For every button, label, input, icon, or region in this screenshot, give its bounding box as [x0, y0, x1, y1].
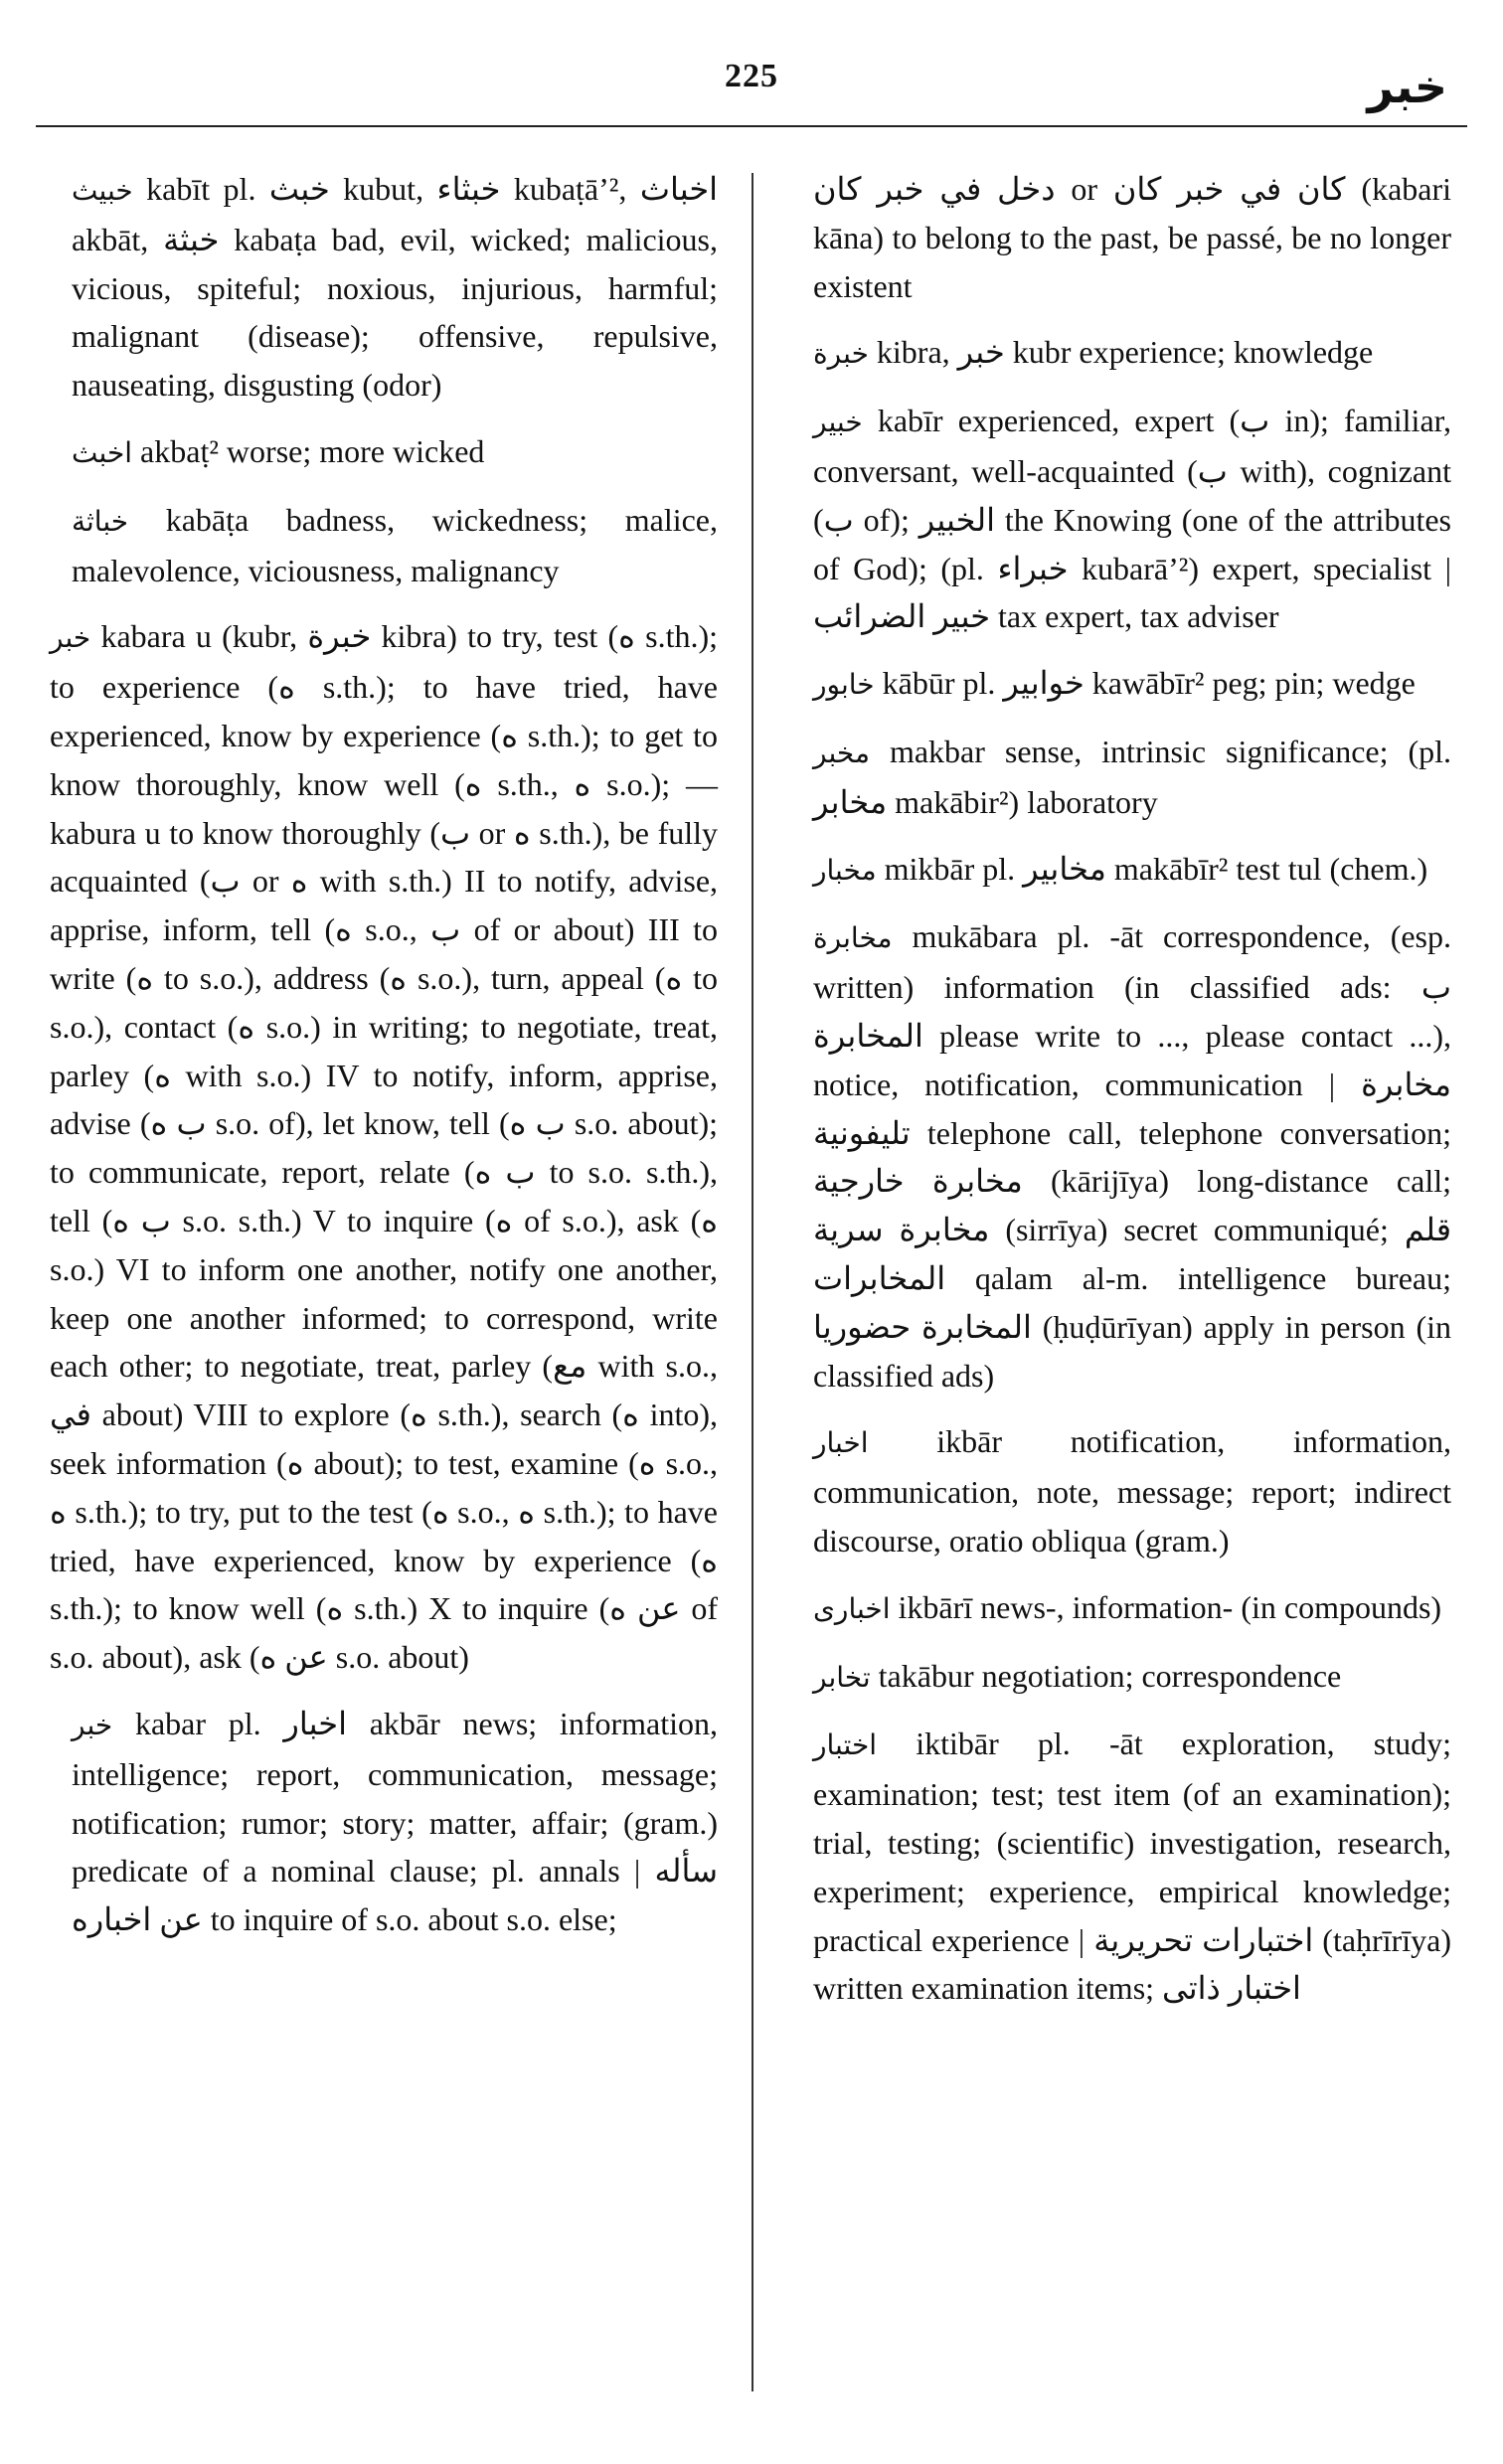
dictionary-entry [813, 1583, 1451, 1634]
dictionary-entry [813, 1720, 1451, 2013]
entry-text: kabar pl. اخبار akbār news; information, intelligence; report, communication, message; notification; rumor; story; matter, affair; (gram.) predicate of a nominal clause; pl. annals | سأله عن اخباره to inquire of s.o. about s.o. else; [72, 1705, 718, 1938]
page-number: 225 [725, 58, 778, 94]
dictionary-entry [813, 728, 1451, 827]
arabic-headword: اخبارى [813, 1591, 891, 1625]
arabic-headword: خبرة [813, 337, 869, 371]
dictionary-entry [72, 496, 718, 595]
arabic-root: خبر [50, 621, 91, 655]
entry-text: ikbārī news-, information- (in compounds) [898, 1588, 1442, 1625]
entry-text: iktibār pl. -āt exploration, study; examination; test; test item (of an examination); trial, testing; (scientific) investigation, research, experiment; experience, empirical knowledge; practical experience | اختبارات تحريرية (taḥrīrīya) written examination items; اختبار ذاتى [813, 1725, 1452, 2007]
entry-text: takābur negotiation; correspondence [878, 1657, 1342, 1694]
running-head: خبر [1367, 60, 1447, 113]
arabic-headword: اخبث [72, 435, 133, 469]
entry-text: ikbār notification, information, communication, note, message; report; indirect discourse, oratio obliqua (gram.) [813, 1423, 1451, 1559]
arabic-headword: خباثة [72, 504, 129, 538]
entry-text: kabara u (kubr, خبرة kibra) to try, test (ه s.th.); to experience (ه s.th.); to have tried, have experienced, know by experience (ه s.th.); to get to know thoroughly, know well (ه s.th., ه s.o.); — kabura u to know thoroughly (ب or ه s.th.), be fully acquainted (ب or ه with s.th.) II to notify, advise, apprise, inform, tell (ه s.o., ب of or about) III to write (ه to s.o.), address (ه s.o.), turn, appeal (ه to s.o.), contact (ه s.o.) in writing; to negotiate, treat, parley (ه with s.o.) IV to notify, inform, apprise, advise (ب ه s.o. of), let know, tell (ب ه s.o. about); to communicate, report, relate (ب ه to s.o. s.th.), tell (ب ه s.o. s.th.) V to inquire (ه of s.o.), ask (ه s.o.) VI to inform one another, notify one another, keep one another informed; to correspond, write each other; to negotiate, treat, parley (مع with s.o., في about) VIII to explore (ه s.th.), search (ه into), seek information (ه about); to test, examine (ه s.o., ه s.th.); to try, put to the test (ه s.o., ه s.th.); to have tried, have experienced, know by experience (ه s.th.); to know well (ه s.th.) X to inquire (عن ه of s.o. about), ask (عن ه s.o. about) [50, 618, 719, 1676]
dictionary-entry [72, 165, 718, 410]
dictionary-entry [813, 1652, 1451, 1703]
dictionary-entry [813, 328, 1451, 379]
arabic-headword: مخبر [813, 736, 870, 769]
dictionary-entry [813, 1417, 1451, 1564]
arabic-headword: مخابرة [813, 921, 893, 955]
arabic-headword: مخبار [813, 853, 877, 887]
arabic-headword: خبر [72, 1708, 113, 1741]
entry-text: mikbār pl. مخابير makābīr² test tul (chem.) [884, 850, 1428, 887]
right-column [813, 165, 1451, 2031]
entry-text: kabāṭa badness, wickedness; malice, malevolence, viciousness, malignancy [72, 501, 719, 588]
dictionary-entry [72, 427, 718, 478]
entry-text: makbar sense, intrinsic significance; (pl. مخابر makābir²) laboratory [813, 733, 1451, 820]
arabic-headword: خابور [813, 668, 875, 702]
arabic-headword: اخبار [813, 1426, 869, 1460]
entry-text: kabīt pl. خبث kubut, خبثاء kubaṭā’², اخباث akbāt, خبثة kabaṭa bad, evil, wicked; malicious, vicious, spiteful; noxious, injurious, harmful; malignant (disease); offensive, repulsive, nauseating, disgusting (odor) [72, 171, 719, 404]
dictionary-entry [813, 165, 1451, 310]
arabic-headword: اختبار [813, 1728, 878, 1762]
left-column [50, 165, 719, 1962]
arabic-headword: تخابر [813, 1660, 871, 1694]
header-rule [36, 125, 1467, 127]
dictionary-entry [72, 1700, 718, 1944]
entry-text: akbaṭ² worse; more wicked [140, 432, 485, 469]
entry-text: kābūr pl. خوابير kawābīr² peg; pin; wedge [882, 665, 1416, 702]
dictionary-entry [813, 397, 1451, 641]
root-entry [50, 612, 718, 1682]
arabic-headword: خبير [813, 406, 863, 439]
entry-text: mukābara pl. -āt correspondence, (esp. written) information (in classified ads: ب المخابرة please write to ..., please contact ...), notice, notification, communication | مخابرة تليفونية telephone call, telephone conversation; مخابرة خارجية (kārijīya) long-distance call; مخابرة سرية (sirrīya) secret communiqué; قلم المخابرات qalam al-m. intelligence bureau; المخابرة حضوريا (ḥuḍūrīyan) apply in person (in classified ads) [813, 918, 1452, 1394]
column-divider [752, 173, 753, 2391]
arabic-headword: خبيث [72, 174, 133, 207]
dictionary-entry [813, 659, 1451, 710]
entry-text: kibra, خبر kubr experience; knowledge [876, 334, 1374, 371]
entry-text: دخل في خبر كان or كان في خبر كان (kabari kāna) to belong to the past, be passé, be no longer existent [813, 171, 1452, 304]
dictionary-entry [813, 912, 1451, 1399]
dictionary-entry [813, 845, 1451, 896]
entry-text: kabīr experienced, expert (ب in); familiar, conversant, well-acquainted (ب with), cognizant (ب of); الخبير the Knowing (one of the attributes of God); (pl. خبراء kubarā’²) expert, specialist | خبير الضرائب tax expert, tax adviser [813, 403, 1452, 635]
